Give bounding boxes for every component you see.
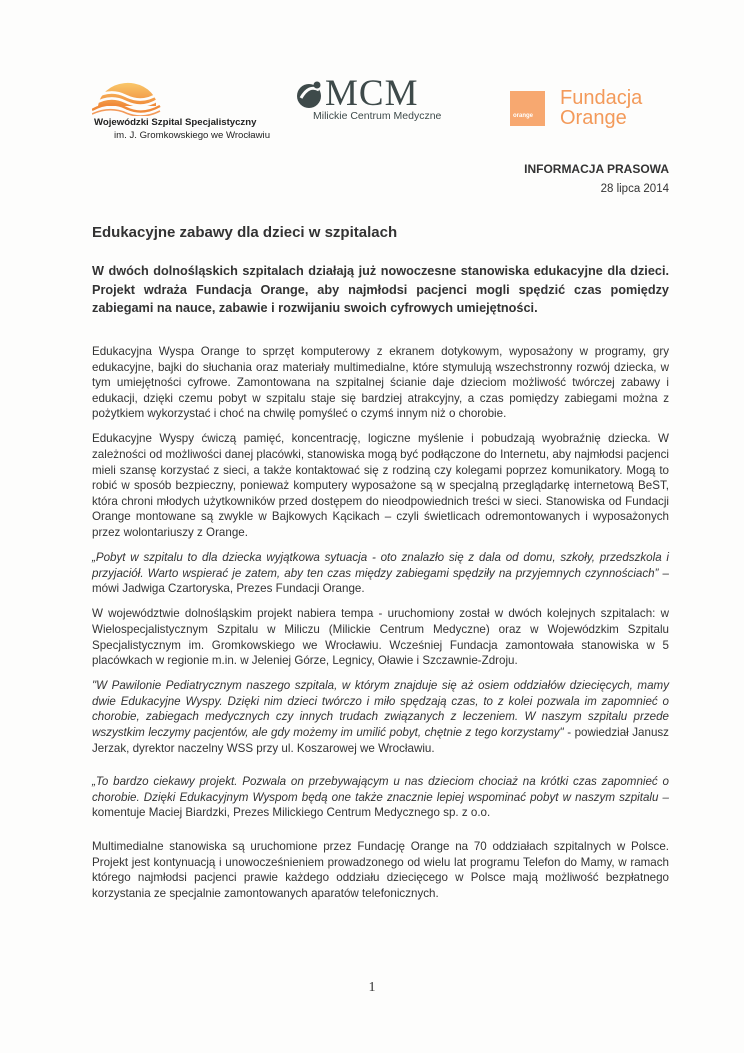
orange-square-icon bbox=[510, 91, 545, 126]
press-label: INFORMACJA PRASOWA bbox=[524, 162, 669, 176]
mcm-title: MCM bbox=[325, 73, 419, 114]
fundacja-orange-logo bbox=[510, 88, 660, 138]
mcm-logo bbox=[293, 73, 443, 128]
quote-attribution: - powiedział Janusz Jerzak, dyrektor naczelny WSS przy ul. Koszarowej we Wrocławiu. bbox=[92, 726, 669, 755]
orange-square-text: orange bbox=[513, 113, 534, 119]
page-number: 1 bbox=[368, 980, 376, 995]
paragraph-3 bbox=[92, 550, 669, 597]
press-header bbox=[524, 162, 669, 195]
quote-attribution: – mówi Jadwiga Czartoryska, Prezes Fundacji Orange. bbox=[92, 566, 669, 596]
article-body bbox=[92, 344, 669, 911]
fundacja-orange-text bbox=[560, 88, 642, 128]
quote-jerzak: "W Pawilonie Pediatrycznym naszego szpitala, w którym znajduje się aż osiem oddziałów dziecięcych, mamy dwie Edukacyjne Wyspy. Dzięki nim dzieci twórczo i miło spędzają czas, to z kolei pozwala im zapomnieć o chorobie, zabiegach medycznych czy innych trudach związanych z leczeniem. W naszym szpitalu przede wszystkim leczymy pacjentów, ale gdy możemy im umilić pobyt, chętnie z tego korzystamy" bbox=[92, 679, 669, 740]
quote-attribution: komentuje Maciej Biardzki, Prezes Milickiego Centrum Medycznego sp. z o.o. bbox=[92, 806, 491, 820]
paragraph-6 bbox=[92, 774, 669, 821]
wss-logo bbox=[92, 76, 282, 146]
article-lead: W dwóch dolnośląskich szpitalach działają już nowoczesne stanowiska edukacyjne dla dzieci. Projekt wdraża Fundacja Orange, aby najmłodsi pacjenci mogli spędzić czas pomiędzy zabiegami na nauce, zabawie i rozwijaniu swoich cyfrowych umiejętności. bbox=[92, 264, 669, 315]
quote-biardzki: „To bardzo ciekawy projekt. Pozwala on przebywającym u nas dzieciom chociaż na krótki czas zapomnieć o chorobie. Dzięki Edukacyjnym Wyspom będą one także znacznie lepiej wspominać pobyt w naszym szpitalu – bbox=[92, 775, 669, 804]
paragraph-2: Edukacyjne Wyspy ćwiczą pamięć, koncentrację, logiczne myślenie i pobudzają wyobraźnię dziecka. W zależności od możliwości danej placówki, stanowiska mogą być podłączone do Internetu, aby najmłodsi pacjenci mieli szansę korzystać z sieci, a także kontaktować się z rodziną czy kolegami poprzez komunikatory. Mogą to robić w sposób bezpieczny, ponieważ komputery wyposażone są w specjalną przeglądarkę internetową BeST, która chroni młodych użytkowników przed dostępem do nieodpowiednich treści w sieci. Stanowiska od Fundacji Orange montowane są zwykle w Bajkowych Kącikach – czyli świetlicach odremontowanych i wyposażonych przez wolontariuszy z Orange. bbox=[92, 432, 669, 540]
wss-subname: im. J. Gromkowskiego we Wrocławiu bbox=[114, 130, 271, 141]
orange-word: Orange bbox=[560, 107, 627, 129]
wss-name: Wojewódzki Szpital Specjalistyczny bbox=[94, 117, 257, 128]
paragraph-7: Multimedialne stanowiska są uruchomione przez Fundację Orange na 70 oddziałach szpitalnych w Polsce. Projekt jest kontynuacją i unowocześnieniem prowadzonego od wielu lat programu Telefon do Mamy, w ramach którego najmłodsi pacjenci prawie każdego oddziału dziecięcego w Polsce mają możliwość bezpłatnego korzystania ze specjalnie zamontowanych aparatów telefonicznych. bbox=[92, 840, 669, 900]
mcm-subtitle: Milickie Centrum Medyczne bbox=[313, 110, 442, 122]
article-title: Edukacyjne zabawy dla dzieci w szpitalach bbox=[92, 224, 398, 241]
press-date: 28 lipca 2014 bbox=[600, 183, 669, 195]
mcm-swirl-icon bbox=[293, 78, 325, 112]
paragraph-1: Edukacyjna Wyspa Orange to sprzęt komputerowy z ekranem dotykowym, wyposażony w programy, gry edukacyjne, bajki do słuchania oraz materiały multimedialne, które stymulują wszechstronny rozwój dziecka, w tym umiejętności cyfrowe. Zamontowana na szpitalnej ścianie daje dzieciom możliwość twórczej zabawy i edukacji, dzięki czemu pobyt w szpitalu staje się bardziej atrakcyjny, a czas pomiędzy zabiegami można z pożytkiem wykorzystać i choć na chwilę pomyśleć o czymś innym niż o chorobie. bbox=[92, 345, 669, 421]
fundacja-word: Fundacja bbox=[560, 87, 643, 109]
sun-waves-icon bbox=[92, 76, 162, 116]
quote-czartoryska: „Pobyt w szpitalu to dla dziecka wyjątkowa sytuacja - oto znalazło się z dala od domu, szkoły, przedszkola i przyjaciół. Warto wspierać je zatem, aby ten czas między zabiegami spędziły na przyjemnych czynnościach” bbox=[92, 551, 669, 580]
paragraph-5 bbox=[92, 678, 669, 756]
paragraph-4: W województwie dolnośląskim projekt nabiera tempa - uruchomiony został w dwóch kolejnych szpitalach: w Wielospecjalistycznym Szpitalu w Miliczu (Milickie Centrum Medyczne) oraz w Wojewódzkim Szpitalu Specjalistycznym im. Gromkowskiego we Wrocławiu. Wcześniej Fundacja zamontowała stanowiska w 5 placówkach w regionie m.in. w Jeleniej Górze, Legnicy, Oławie i Szczawnie-Zdroju. bbox=[92, 607, 669, 668]
